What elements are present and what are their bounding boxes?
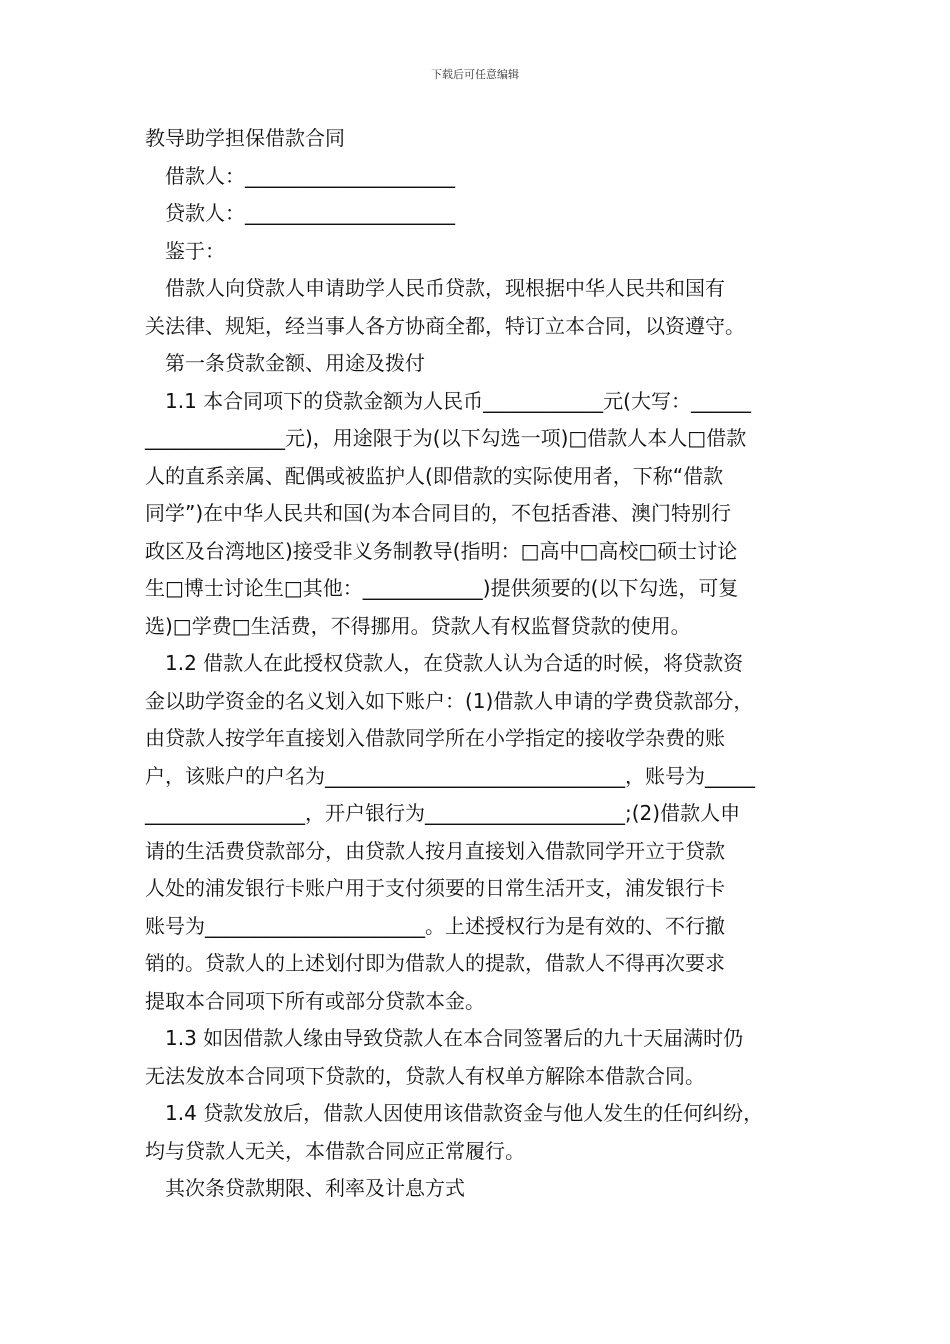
document-body: [145, 120, 810, 1208]
paragraph-line: 人处的浦发银行卡账户用于支付须要的日常生活开支，浦发银行卡: [145, 876, 725, 900]
page-header: 下载后可任意编辑: [431, 68, 519, 81]
paragraph-line: 人的直系亲属、配偶或被监护人(即借款的实际使用者，下称“借款: [145, 463, 724, 488]
paragraph-line: 1.2 借款人在此授权贷款人，在贷款人认为合适的时候，将贷款资: [165, 651, 744, 675]
paragraph-line: 政区及台湾地区)接受非义务制教导(指明：□高中□高校□硕士讨论: [145, 538, 738, 563]
paragraph-line: ________________，开户银行为____________________;(2)借款人申: [145, 801, 741, 825]
paragraph-line: 关法律、规矩，经当事人各方协商全都，特订立本合同，以资遵守。: [145, 313, 745, 338]
paragraph-line: 销的。贷款人的上述划付即为借款人的提款，借款人不得再次要求: [145, 951, 725, 975]
paragraph-line: 生□博士讨论生□其他：____________)提供须要的(以下勾选，可复: [145, 576, 739, 600]
paragraph-line: 选)□学费□生活费，不得挪用。贷款人有权监督贷款的使用。: [145, 613, 691, 638]
paragraph-line: 账号为______________________。上述授权行为是有效的、不行撤: [145, 913, 725, 938]
borrower-line: 借款人：_____________________: [165, 163, 455, 188]
paragraph-line: 由贷款人按学年直接划入借款同学所在小学指定的接收学杂费的账: [145, 726, 725, 750]
lender-line: 贷款人：_____________________: [165, 201, 455, 225]
paragraph-line: 1.4 贷款发放后，借款人因使用该借款资金与他人发生的任何纠纷，: [165, 1101, 764, 1125]
paragraph-line: 户，该账户的户名为______________________________，账号为_____: [145, 763, 755, 788]
paragraph-line: 均与贷款人无关，本借款合同应正常履行。: [145, 1138, 525, 1163]
paragraph-line: 1.1 本合同项下的贷款金额为人民币____________元(大写：______: [165, 388, 751, 413]
paragraph-line: 1.3 如因借款人缘由导致贷款人在本合同签署后的九十天届满时仍: [165, 1026, 744, 1050]
section-heading: 其次条贷款期限、利率及计息方式: [165, 1176, 465, 1200]
section-heading: 第一条贷款金额、用途及拨付: [165, 351, 425, 375]
paragraph-line: ______________元)，用途限于为(以下勾选一项)□借款人本人□借款: [145, 426, 747, 450]
paragraph-line: 提取本合同项下所有或部分贷款本金。: [145, 988, 485, 1013]
paragraph-line: 借款人向贷款人申请助学人民币贷款，现根据中华人民共和国有: [165, 276, 725, 300]
document-title: 教导助学担保借款合同: [145, 126, 345, 150]
paragraph-line: 同学”)在中华人民共和国(为本合同目的，不包括香港、澳门特别行: [145, 501, 731, 525]
paragraph-line: 金以助学资金的名义划入如下账户：(1)借款人申请的学费贷款部分，: [145, 688, 754, 713]
paragraph-line: 请的生活费贷款部分，由贷款人按月直接划入借款同学开立于贷款: [145, 838, 725, 863]
whereas-line: 鉴于：: [165, 238, 225, 263]
paragraph-line: 无法发放本合同项下贷款的，贷款人有权单方解除本借款合同。: [145, 1063, 705, 1088]
